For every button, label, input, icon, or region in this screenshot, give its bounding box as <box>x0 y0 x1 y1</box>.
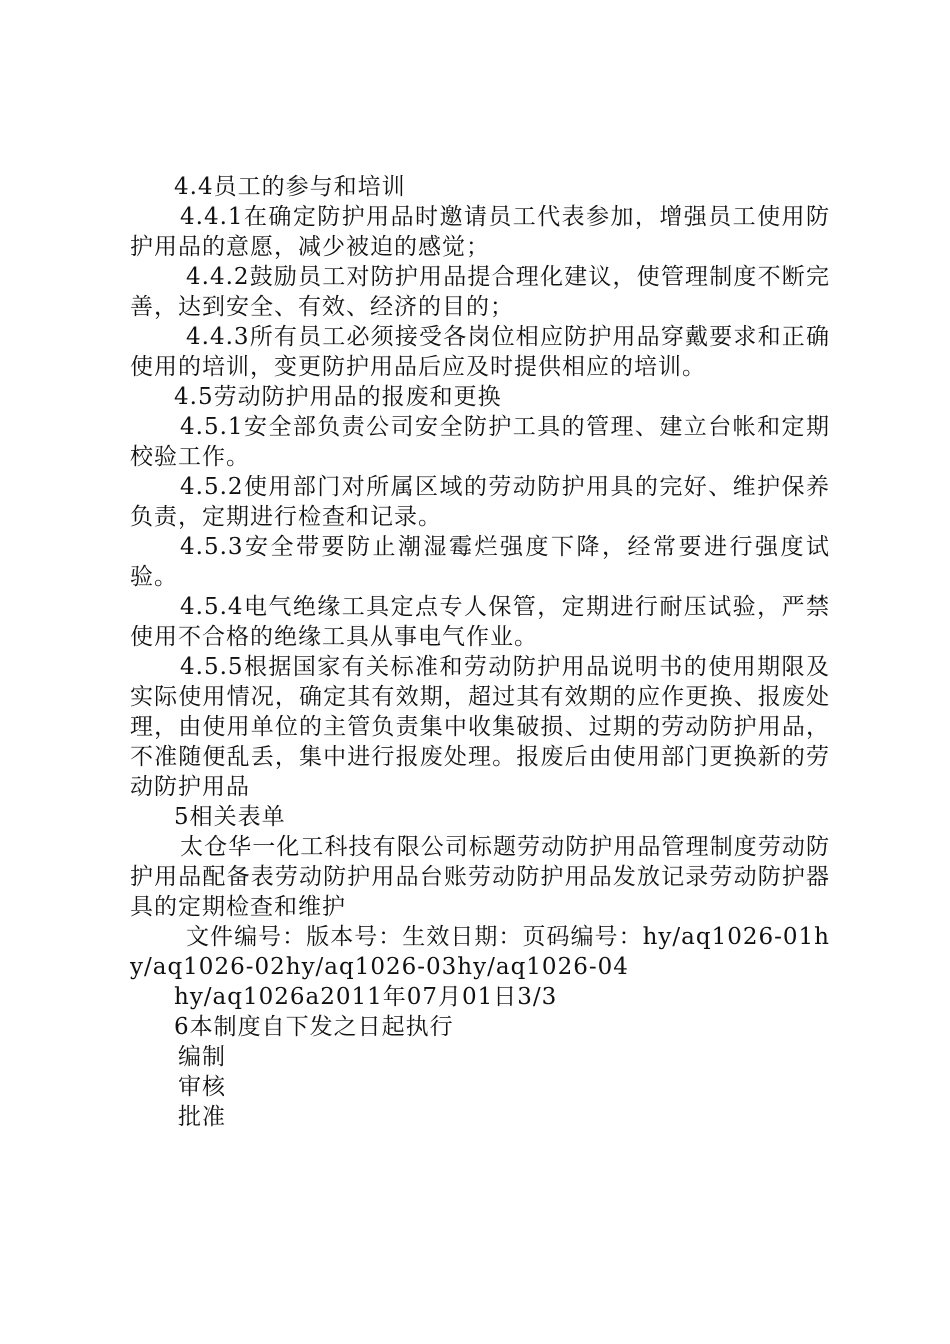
section-heading-4-4: 4.4员工的参与和培训 <box>174 174 406 200</box>
signoff-approved: 批准 <box>178 1104 226 1130</box>
clause-4-5-1: 4.5.1安全部负责公司安全防护工具的管理、建立台帐和定期校验工作。 <box>130 414 830 470</box>
document-codes: 文件编号：版本号：生效日期：页码编号：hy/aq1026-01hy/aq1026-02hy/aq1026-03hy/aq1026-04 <box>130 924 830 980</box>
clause-4-5-5: 4.5.5根据国家有关标准和劳动防护用品说明书的使用期限及实际使用情况，确定其有效期，超过其有效期的应作更换、报废处理，由使用单位的主管负责集中收集破损、过期的劳动防护用品，不准随便乱丢，集中进行报废处理。报废后由使用部门更换新的劳动防护用品 <box>130 654 830 800</box>
section-heading-4-5: 4.5劳动防护用品的报废和更换 <box>174 384 502 410</box>
clause-4-4-1: 4.4.1在确定防护用品时邀请员工代表参加，增强员工使用防护用品的意愿，减少被迫的感觉； <box>130 204 830 260</box>
clause-4-4-3: 4.4.3所有员工必须接受各岗位相应防护用品穿戴要求和正确使用的培训，变更防护用品后应及时提供相应的培训。 <box>130 324 830 380</box>
clause-4-4-2: 4.4.2鼓励员工对防护用品提合理化建议，使管理制度不断完善，达到安全、有效、经济的目的； <box>130 264 830 320</box>
related-forms-list: 太仓华一化工科技有限公司标题劳动防护用品管理制度劳动防护用品配备表劳动防护用品台账劳动防护用品发放记录劳动防护器具的定期检查和维护 <box>130 834 830 920</box>
document-version-date: hy/aq1026a2011年07月01日3/3 <box>174 984 558 1010</box>
section-heading-6: 6本制度自下发之日起执行 <box>174 1014 454 1040</box>
clause-4-5-3: 4.5.3安全带要防止潮湿霉烂强度下降，经常要进行强度试验。 <box>130 534 830 590</box>
section-heading-5: 5相关表单 <box>174 804 286 830</box>
clause-4-5-2: 4.5.2使用部门对所属区域的劳动防护用具的完好、维护保养负责，定期进行检查和记录。 <box>130 474 830 530</box>
signoff-prepared: 编制 <box>178 1044 226 1070</box>
signoff-reviewed: 审核 <box>178 1074 226 1100</box>
clause-4-5-4: 4.5.4电气绝缘工具定点专人保管，定期进行耐压试验，严禁使用不合格的绝缘工具从事电气作业。 <box>130 594 830 650</box>
document-body <box>130 172 830 1132</box>
